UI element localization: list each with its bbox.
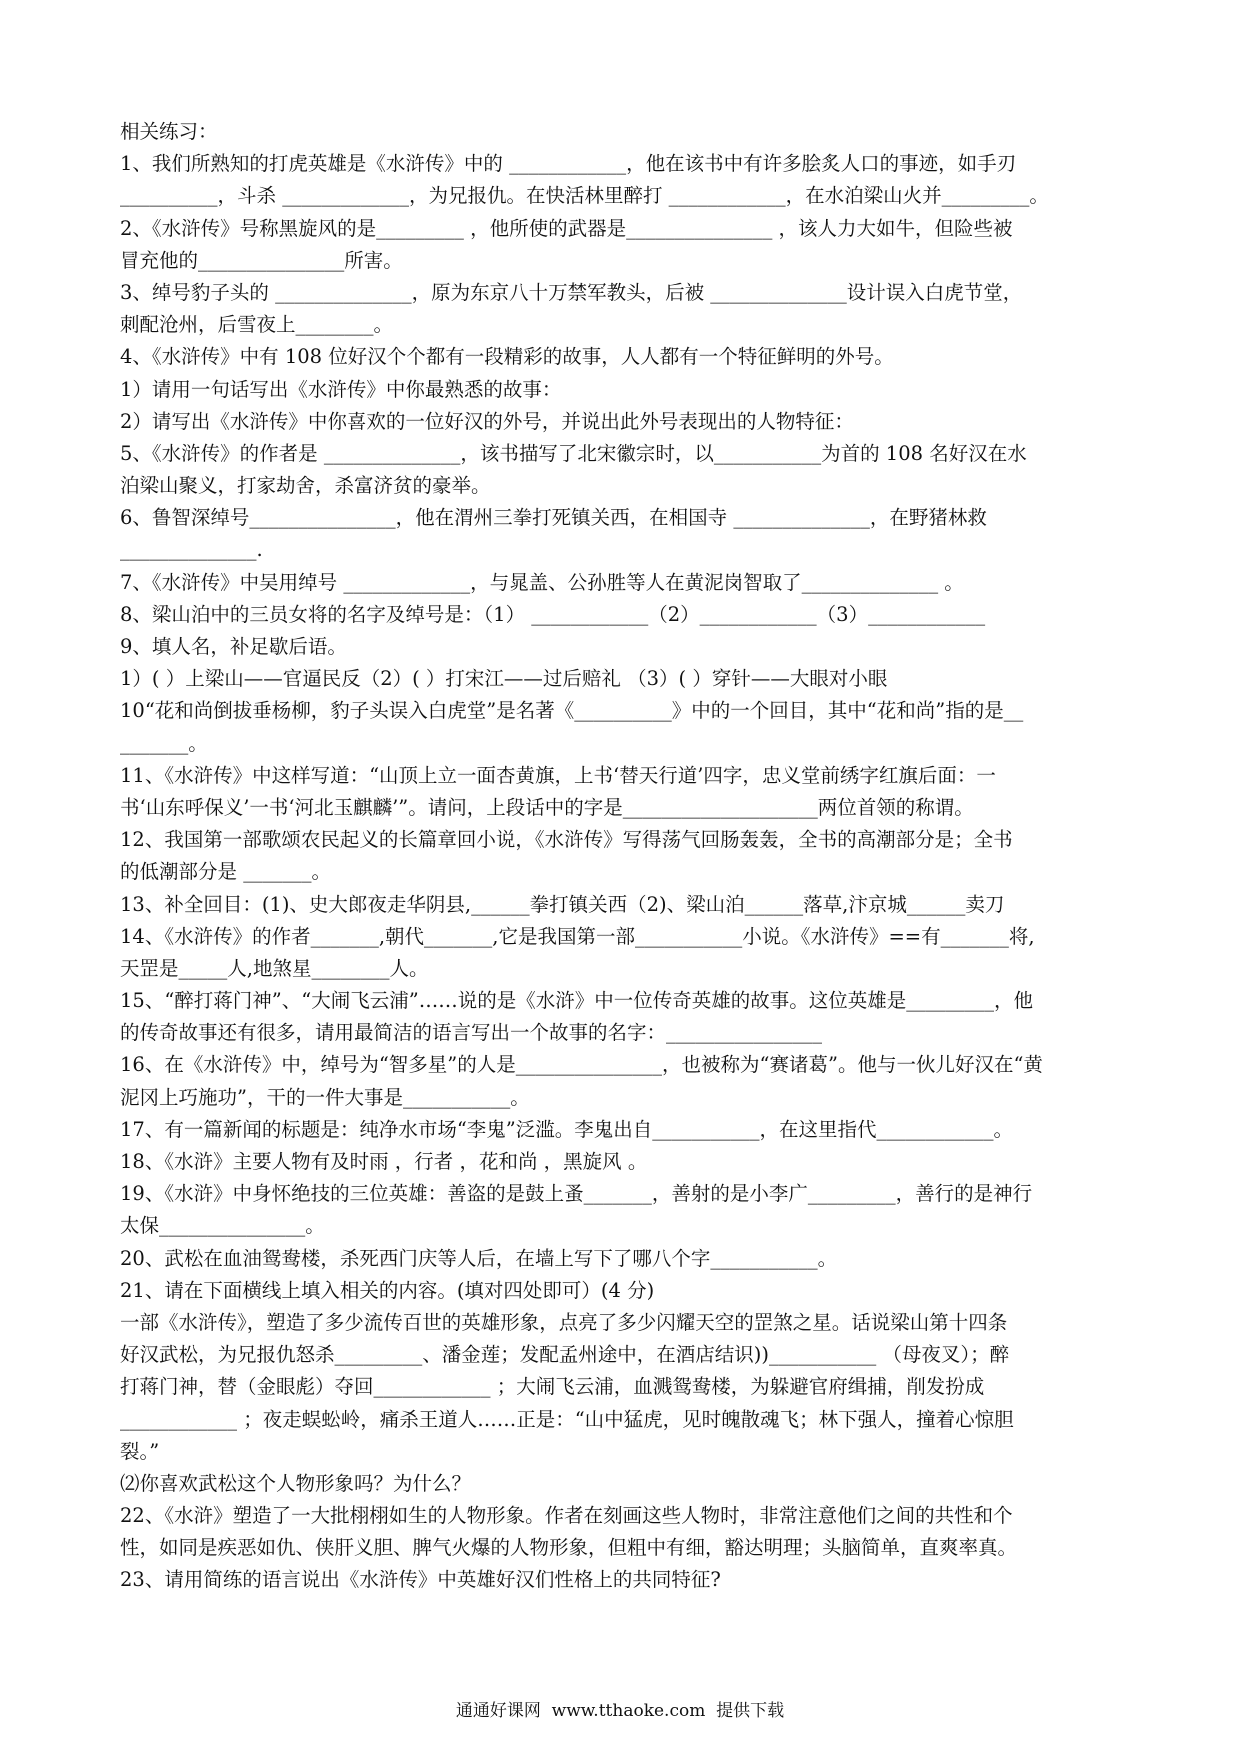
doc-line: 的传奇故事还有很多，请用最简洁的语言写出一个故事的名字：________________ <box>120 1021 823 1045</box>
doc-line: 性，如同是疾恶如仇、侠肝义胆、脾气火爆的人物形象，但粗中有细，豁达明理；头脑简单，直爽率真。 <box>120 1536 1018 1560</box>
doc-line: 天罡是_____人,地煞星________人。 <box>120 956 429 980</box>
doc-line: 4、《水浒传》中有 108 位好汉个个都有一段精彩的故事，人人都有一个特征鲜明的外号。 <box>120 345 894 369</box>
doc-line: 泥冈上巧施功”，干的一件大事是___________。 <box>120 1085 530 1109</box>
doc-line: 2）请写出《水浒传》中你喜欢的一位好汉的外号，并说出此外号表现出的人物特征： <box>120 409 854 433</box>
doc-line: 11、《水浒传》中这样写道：“山顶上立一面杏黄旗，上书‘替天行道’四字，忠义堂前绣字红旗后面：一 <box>120 763 996 787</box>
doc-line: 5、《水浒传》的作者是 ______________，该书描写了北宋徽宗时，以___________为首的 108 名好汉在水 <box>120 441 1027 465</box>
doc-line: 13、补全回目：(1)、史大郎夜走华阴县,______拳打镇关西（2)、梁山泊______落草,汴京城______卖刀 <box>120 892 1005 916</box>
doc-line: 1）( ）上梁山——官逼民反（2）( ）打宋江——过后赔礼 （3）( ）穿针——大眼对小眼 <box>120 667 888 691</box>
doc-line: 的低潮部分是 _______。 <box>120 860 331 884</box>
doc-line: 泊梁山聚义，打家劫舍，杀富济贫的豪举。 <box>120 474 491 498</box>
exercise-document <box>120 116 1125 1597</box>
doc-line: 1、我们所熟知的打虎英雄是《水浒传》中的 ____________，他在该书中有许多脍炙人口的事迹，如手刃 <box>120 152 1017 176</box>
doc-line: 相关练习： <box>120 120 218 143</box>
doc-line: _______。 <box>120 731 208 755</box>
doc-line: 15、“醉打蒋门神”、“大闹飞云浦”……说的是《水浒》中一位传奇英雄的故事。这位英雄是_________，他 <box>120 989 1033 1013</box>
doc-line: 10“花和尚倒拔垂杨柳，豹子头误入白虎堂”是名著《__________》中的一个回目，其中“花和尚”指的是__ <box>120 699 1024 723</box>
doc-line: 7、《水浒传》中吴用绰号 _____________，与晁盖、公孙胜等人在黄泥岗智取了______________ 。 <box>120 570 964 594</box>
doc-line: 太保_______________。 <box>120 1214 325 1238</box>
doc-line: 14、《水浒传》的作者_______,朝代_______,它是我国第一部___________小说。《水浒传》==有_______将, <box>120 924 1035 948</box>
doc-line: 23、请用简练的语言说出《水浒传》中英雄好汉们性格上的共同特征? <box>120 1568 721 1592</box>
doc-line: 裂。” <box>120 1439 160 1463</box>
doc-line: 20、武松在血油鸳鸯楼，杀死西门庆等人后，在墙上写下了哪八个字___________。 <box>120 1246 838 1270</box>
doc-line: 17、有一篇新闻的标题是：纯净水市场“李鬼”泛滥。李鬼出自___________，在这里指代____________。 <box>120 1117 1014 1141</box>
page-footer: 通通好课网 www.tthaoke.com 提供下载 <box>455 1701 785 1721</box>
doc-line: 19、《水浒》中身怀绝技的三位英雄：善盗的是鼓上蚤_______，善射的是小李广_________，善行的是神行 <box>120 1182 1033 1206</box>
doc-line: ⑵你喜欢武松这个人物形象吗？为什么？ <box>120 1471 472 1495</box>
doc-line: 16、在《水浒传》中，绰号为“智多星”的人是_______________，也被称为“赛诸葛”。他与一伙儿好汉在“黄 <box>120 1053 1043 1077</box>
doc-line: 22、《水浒》塑造了一大批栩栩如生的人物形象。作者在刻画这些人物时，非常注意他们之间的共性和个 <box>120 1504 1013 1528</box>
doc-line: 书‘山东呼保义’一书‘河北玉麒麟’”。请问，上段话中的字是____________________两位首领的称谓。 <box>120 795 974 819</box>
doc-line: 6、鲁智深绰号_______________，他在渭州三拳打死镇关西，在相国寺 ______________，在野猪林救 <box>120 506 987 530</box>
doc-line: 21、请在下面横线上填入相关的内容。(填对四处即可）(4 分) <box>120 1278 655 1302</box>
doc-line: 12、我国第一部歌颂农民起义的长篇章回小说，《水浒传》写得荡气回肠轰轰，全书的高潮部分是；全书 <box>120 828 1013 852</box>
doc-line: ______________. <box>120 538 263 562</box>
doc-line: 9、填人名，补足歇后语。 <box>120 635 347 658</box>
doc-line: 打蒋门神，替（金眼彪）夺回____________ ；大闹飞云浦，血溅鸳鸯楼，为躲避官府缉捕，削发扮成 <box>120 1375 985 1399</box>
doc-line: 2、《水浒传》号称黑旋风的是_________ ，他所使的武器是_______________ ，该人力大如牛，但险些被 <box>120 216 1013 240</box>
doc-line: 好汉武松，为兄报仇怒杀_________、潘金莲；发配孟州途中，在酒店结识))___________ （母夜叉）；醉 <box>120 1343 1010 1367</box>
doc-line: 3、绰号豹子头的 ______________，原为东京八十万禁军教头，后被 ______________设计误入白虎节堂， <box>120 280 1023 304</box>
doc-line: 冒充他的_______________所害。 <box>120 248 403 272</box>
doc-line: 8、梁山泊中的三员女将的名字及绰号是：（1） ____________（2）____________（3）____________ <box>120 602 986 626</box>
doc-line: ____________ ；夜走蜈蚣岭，痛杀王道人……正是：“山中猛虎，见时魄散魂飞；林下强人，撞着心惊胆 <box>120 1407 1014 1431</box>
doc-line: 1）请用一句话写出《水浒传》中你最熟悉的故事： <box>120 377 562 401</box>
doc-line: __________，斗杀 _____________，为兄报仇。在快活林里醉打 ____________，在水泊梁山火并_________。 <box>120 184 1049 208</box>
doc-line: 18、《水浒》主要人物有及时雨 ，行者 ，花和尚 ，黑旋风 。 <box>120 1150 648 1173</box>
doc-line: 刺配沧州，后雪夜上________。 <box>120 313 394 337</box>
doc-line: 一部《水浒传》，塑造了多少流传百世的英雄形象，点亮了多少闪耀天空的罡煞之星。话说梁山第十四条 <box>120 1310 1008 1334</box>
